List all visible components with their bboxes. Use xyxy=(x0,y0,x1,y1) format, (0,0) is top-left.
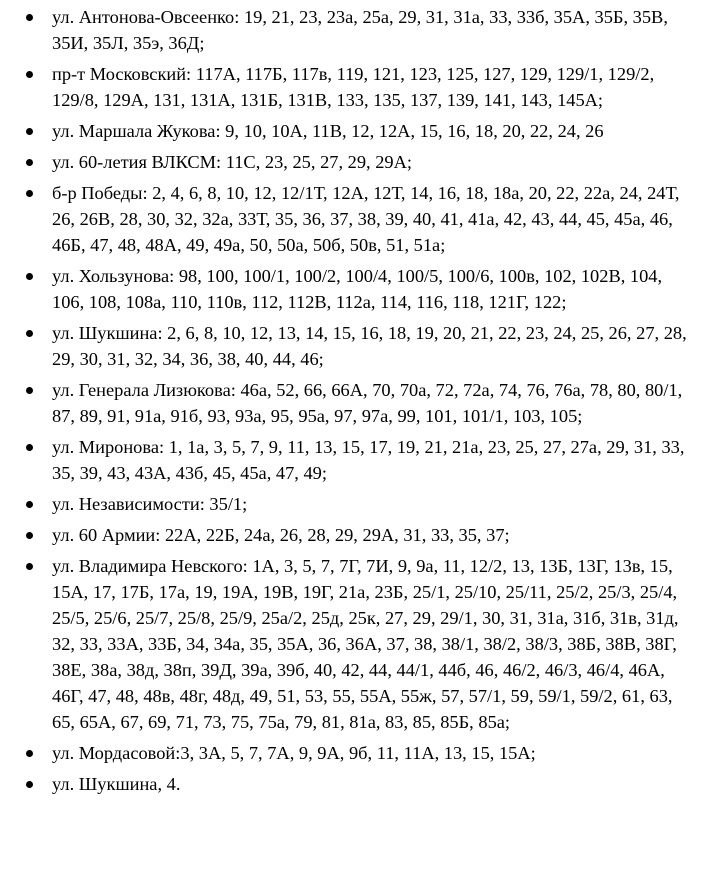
bullet-icon xyxy=(26,71,33,78)
list-item-60-armii xyxy=(0,522,720,548)
list-item-shukshina-4 xyxy=(0,771,720,797)
bullet-icon xyxy=(26,781,33,788)
list-item-60-letiya-vlksm xyxy=(0,149,720,175)
list-item-text: ул. Владимира Невского: 1А, 3, 5, 7, 7Г, 7И, 9, 9а, 11, 12/2, 13, 13Б, 13Г, 13в, 15, 15А, 17, 17Б, 17а, 19, 19А, 19В, 19Г, 21а, 23Б, 25/1, 25/10, 25/11, 25/2, 25/3, 25/4, 25/5, 25/6, 25/7, 25/8, 25/9, 25а/2, 25д, 25к, 27, 29, 29/1, 30, 31, 31а, 31б, 31в, 31д, 32, 33, 33А, 33Б, 34, 34а, 35, 35А, 36, 36А, 37, 38, 38/1, 38/2, 38/3, 38Б, 38В, 38Г, 38Е, 38а, 38д, 38п, 39Д, 39а, 39б, 40, 42, 44, 44/1, 44б, 46, 46/2, 46/3, 46/4, 46А, 46Г, 47, 48, 48в, 48г, 48д, 49, 51, 53, 55, 55А, 55ж, 57, 57/1, 59, 59/1, 59/2, 61, 63, 65, 65А, 67, 69, 71, 73, 75, 75а, 79, 81, 81а, 83, 85, 85Б, 85а; xyxy=(52,556,679,732)
list-item-moskovsky xyxy=(0,61,720,113)
bullet-icon xyxy=(26,501,33,508)
bullet-icon xyxy=(26,14,33,21)
list-item-text: ул. Независимости: 35/1; xyxy=(52,494,248,514)
list-item-generala-lizyukova xyxy=(0,377,720,429)
list-item-text: ул. Миронова: 1, 1а, 3, 5, 7, 9, 11, 13, 15, 17, 19, 21, 21а, 23, 25, 27, 27а, 29, 31, 33, 35, 39, 43, 43А, 43б, 45, 45а, 47, 49; xyxy=(52,437,685,483)
list-item-text: пр-т Московский: 117А, 117Б, 117в, 119, 121, 123, 125, 127, 129, 129/1, 129/2, 129/8, 129А, 131, 131А, 131Б, 131В, 133, 135, 137, 139, 141, 143, 145А; xyxy=(52,64,655,110)
bullet-icon xyxy=(26,159,33,166)
bullet-icon xyxy=(26,330,33,337)
street-list xyxy=(0,4,720,797)
list-item-text: ул. Генерала Лизюкова: 46а, 52, 66, 66А, 70, 70а, 72, 72а, 74, 76, 76а, 78, 80, 80/1, 87, 89, 91, 91а, 91б, 93, 93а, 95, 95а, 97, 97а, 99, 101, 101/1, 103, 105; xyxy=(52,380,683,426)
bullet-icon xyxy=(26,387,33,394)
list-item-text: ул. Мордасовой:3, 3А, 5, 7, 7А, 9, 9А, 9б, 11, 11А, 13, 15, 15А; xyxy=(52,743,536,763)
list-item-text: ул. Маршала Жукова: 9, 10, 10А, 11В, 12, 12А, 15, 16, 18, 20, 22, 24, 26 xyxy=(52,121,604,141)
list-item-text: ул. Шукшина, 4. xyxy=(52,774,181,794)
bullet-icon xyxy=(26,750,33,757)
list-item-vladimira-nevskogo xyxy=(0,553,720,735)
list-item-mordasovoy xyxy=(0,740,720,766)
list-item-pobedy xyxy=(0,180,720,258)
bullet-icon xyxy=(26,128,33,135)
list-item-mironova xyxy=(0,434,720,486)
bullet-icon xyxy=(26,563,33,570)
list-item-text: ул. Антонова-Овсеенко: 19, 21, 23, 23а, 25а, 29, 31, 31а, 33, 33б, 35А, 35Б, 35В, 35И, 35Л, 35э, 36Д; xyxy=(52,7,668,53)
list-item-marshala-zhukova xyxy=(0,118,720,144)
list-item-text: б-р Победы: 2, 4, 6, 8, 10, 12, 12/1Т, 12А, 12Т, 14, 16, 18, 18а, 20, 22, 22а, 24, 24Т, 26, 26В, 28, 30, 32, 32а, 33Т, 35, 36, 37, 38, 39, 40, 41, 41а, 42, 43, 44, 45, 45а, 46, 46Б, 47, 48, 48А, 49, 49а, 50, 50а, 50б, 50в, 51, 51а; xyxy=(52,183,680,255)
list-item-nezavisimosti xyxy=(0,491,720,517)
list-item-text: ул. Хользунова: 98, 100, 100/1, 100/2, 100/4, 100/5, 100/6, 100в, 102, 102В, 104, 106, 108, 108а, 110, 110в, 112, 112В, 112а, 114, 116, 118, 121Г, 122; xyxy=(52,266,663,312)
list-item-text: ул. Шукшина: 2, 6, 8, 10, 12, 13, 14, 15, 16, 18, 19, 20, 21, 22, 23, 24, 25, 26, 27, 28, 29, 30, 31, 32, 34, 36, 38, 40, 44, 46; xyxy=(52,323,687,369)
list-item-text: ул. 60 Армии: 22А, 22Б, 24а, 26, 28, 29, 29А, 31, 33, 35, 37; xyxy=(52,525,510,545)
bullet-icon xyxy=(26,190,33,197)
bullet-icon xyxy=(26,444,33,451)
list-item-holzunova xyxy=(0,263,720,315)
bullet-icon xyxy=(26,532,33,539)
list-item-antonova-ovseenko xyxy=(0,4,720,56)
bullet-icon xyxy=(26,273,33,280)
list-item-shukshina xyxy=(0,320,720,372)
list-item-text: ул. 60-летия ВЛКСМ: 11С, 23, 25, 27, 29, 29А; xyxy=(52,152,413,172)
